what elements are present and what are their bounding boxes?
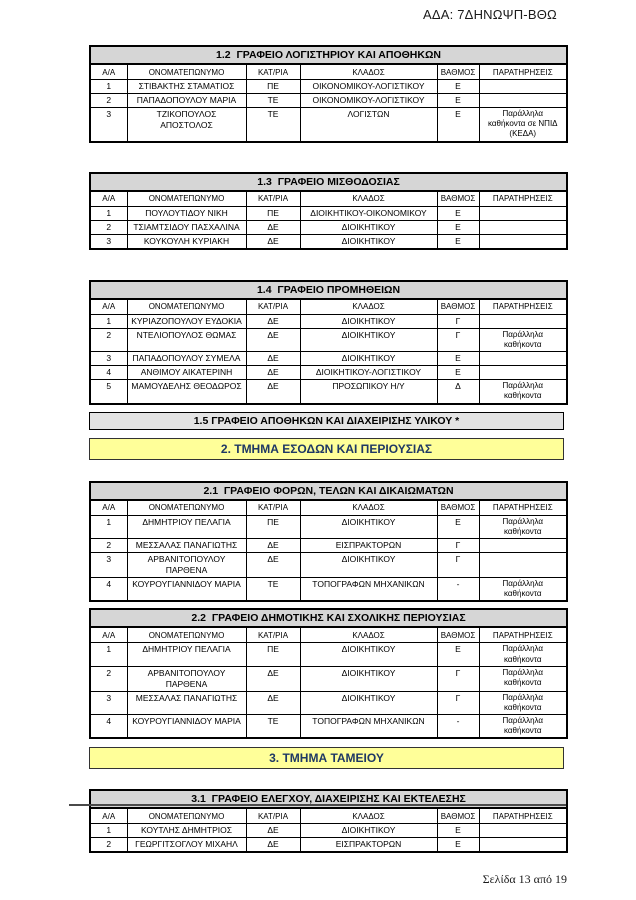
table-row: [90, 553, 567, 578]
column-header: ΟΝΟΜΑΤΕΠΩΝΥΜΟ: [127, 627, 246, 643]
table-cell: ΚΥΡΙΑΖΟΠΟΥΛΟΥ ΕΥΔΟΚΙΑ: [127, 314, 246, 328]
table-row: [90, 234, 567, 249]
column-header: ΒΑΘΜΟΣ: [437, 64, 479, 80]
column-header: ΠΑΡΑΤΗΡΗΣΕΙΣ: [479, 191, 567, 207]
table-cell: ΓΕΩΡΓΙΤΣΟΓΛΟΥ ΜΙΧΑΗΛ: [127, 838, 246, 853]
table-title: 3.1 ΓΡΑΦΕΙΟ ΕΛΕΓΧΟΥ, ΔΙΑΧΕΙΡΙΣΗΣ ΚΑΙ ΕΚΤΕΛΕΣΗΣ: [90, 790, 567, 808]
table-cell: ΚΟΥΚΟΥΛΗ ΚΥΡΙΑΚΗ: [127, 234, 246, 249]
table-row: [90, 314, 567, 328]
document-body: [89, 45, 566, 853]
table-cell: ΤΖΙΚΟΠΟΥΛΟΣ ΑΠΟΣΤΟΛΟΣ: [127, 108, 246, 142]
table-cell: ΔΙΟΙΚΗΤΙΚΟΥ: [300, 553, 437, 578]
remark-cell: [479, 824, 567, 838]
column-header: ΒΑΘΜΟΣ: [437, 191, 479, 207]
table-row: [90, 366, 567, 380]
table-cell: ΤΕ: [246, 715, 300, 739]
table-cell: ΚΟΥΡΟΥΓΙΑΝΝΙΔΟΥ ΜΑΡΙΑ: [127, 577, 246, 601]
table-row: [90, 643, 567, 666]
table-cell: -: [437, 715, 479, 739]
table-row: [90, 577, 567, 601]
table-row: [90, 352, 567, 366]
table-cell: ΤΟΠΟΓΡΑΦΩΝ ΜΗΧΑΝΙΚΩΝ: [300, 715, 437, 739]
table-row: [90, 108, 567, 142]
column-header: ΚΛΑΔΟΣ: [300, 808, 437, 824]
table-cell: 3: [90, 108, 127, 142]
table-cell: ΟΙΚΟΝΟΜΙΚΟΥ-ΛΟΓΙΣΤΙΚΟΥ: [300, 94, 437, 108]
table-cell: ΠΕ: [246, 80, 300, 94]
table-office-2-2: [89, 608, 566, 739]
remark-cell: [479, 206, 567, 220]
table-cell: ΠΕ: [246, 643, 300, 666]
remark-cell: Παράλληλα καθήκοντα: [479, 691, 567, 714]
remark-cell: Παράλληλα καθήκοντα: [479, 577, 567, 601]
table-cell: ΔΙΟΙΚΗΤΙΚΟΥ: [300, 824, 437, 838]
table-cell: ΤΕ: [246, 94, 300, 108]
table-cell: ΝΤΕΛΙΟΠΟΥΛΟΣ ΘΩΜΑΣ: [127, 328, 246, 351]
column-header: ΠΑΡΑΤΗΡΗΣΕΙΣ: [479, 500, 567, 516]
table-cell: ΠΕ: [246, 206, 300, 220]
table-row: [90, 206, 567, 220]
table-row: [90, 824, 567, 838]
remark-cell: Παράλληλα καθήκοντα: [479, 715, 567, 739]
table-row: [90, 380, 567, 404]
table-cell: Ε: [437, 108, 479, 142]
column-header: ΚΑΤ/ΡΙΑ: [246, 191, 300, 207]
table-cell: Ε: [437, 643, 479, 666]
column-header: ΒΑΘΜΟΣ: [437, 299, 479, 315]
column-header: Α/Α: [90, 64, 127, 80]
remark-cell: [479, 94, 567, 108]
table-cell: ΔΕ: [246, 666, 300, 691]
table-cell: ΔΙΟΙΚΗΤΙΚΟΥ: [300, 314, 437, 328]
column-header: ΟΝΟΜΑΤΕΠΩΝΥΜΟ: [127, 191, 246, 207]
column-header: ΠΑΡΑΤΗΡΗΣΕΙΣ: [479, 627, 567, 643]
table-cell: Ε: [437, 838, 479, 853]
column-header: ΠΑΡΑΤΗΡΗΣΕΙΣ: [479, 299, 567, 315]
table-cell: Ε: [437, 824, 479, 838]
table-row: [90, 94, 567, 108]
table-cell: ΔΙΟΙΚΗΤΙΚΟΥ: [300, 328, 437, 351]
column-header: Α/Α: [90, 808, 127, 824]
table-cell: ΤΕ: [246, 108, 300, 142]
table-cell: 2: [90, 328, 127, 351]
remark-cell: [479, 220, 567, 234]
column-header: ΚΛΑΔΟΣ: [300, 500, 437, 516]
table-cell: 2: [90, 838, 127, 853]
table-cell: ΠΑΠΑΔΟΠΟΥΛΟΥ ΜΑΡΙΑ: [127, 94, 246, 108]
table-cell: Ε: [437, 80, 479, 94]
table-cell: Γ: [437, 314, 479, 328]
column-header: ΚΛΑΔΟΣ: [300, 627, 437, 643]
table-cell: ΜΕΣΣΑΛΑΣ ΠΑΝΑΓΙΩΤΗΣ: [127, 539, 246, 553]
table-cell: ΔΕ: [246, 352, 300, 366]
table-row: [90, 515, 567, 538]
table-cell: ΔΙΟΙΚΗΤΙΚΟΥ: [300, 515, 437, 538]
table-cell: ΔΙΟΙΚΗΤΙΚΟΥ: [300, 234, 437, 249]
column-header: ΟΝΟΜΑΤΕΠΩΝΥΜΟ: [127, 64, 246, 80]
table-cell: 3: [90, 691, 127, 714]
column-header: ΒΑΘΜΟΣ: [437, 500, 479, 516]
remark-cell: Παράλληλα καθήκοντα: [479, 328, 567, 351]
column-header: ΠΑΡΑΤΗΡΗΣΕΙΣ: [479, 808, 567, 824]
personnel-table-3.1: [89, 789, 568, 853]
section-2-banner: 2. ΤΜΗΜΑ ΕΣΟΔΩΝ ΚΑΙ ΠΕΡΙΟΥΣΙΑΣ: [89, 438, 564, 460]
column-header: ΚΑΤ/ΡΙΑ: [246, 64, 300, 80]
table-office-3-1: [89, 789, 566, 853]
personnel-table-1.2: [89, 45, 568, 143]
table-cell: ΔΗΜΗΤΡΙΟΥ ΠΕΛΑΓΙΑ: [127, 643, 246, 666]
table-cell: ΔΙΟΙΚΗΤΙΚΟΥ: [300, 691, 437, 714]
table-cell: 2: [90, 94, 127, 108]
table-cell: ΔΙΟΙΚΗΤΙΚΟΥ: [300, 352, 437, 366]
table-title: 2.2 ΓΡΑΦΕΙΟ ΔΗΜΟΤΙΚΗΣ ΚΑΙ ΣΧΟΛΙΚΗΣ ΠΕΡΙΟΥΣΙΑΣ: [90, 609, 567, 627]
table-cell: 4: [90, 577, 127, 601]
table-cell: ΔΕ: [246, 691, 300, 714]
table-cell: ΕΙΣΠΡΑΚΤΟΡΩΝ: [300, 539, 437, 553]
table-row: [90, 838, 567, 853]
table-cell: Γ: [437, 553, 479, 578]
table-row: [90, 691, 567, 714]
table-cell: 1: [90, 643, 127, 666]
remark-cell: [479, 553, 567, 578]
table-cell: 1: [90, 80, 127, 94]
table-row: [90, 220, 567, 234]
column-header: Α/Α: [90, 191, 127, 207]
table-cell: ΠΡΟΣΩΠΙΚΟΥ Η/Υ: [300, 380, 437, 404]
table-cell: Ε: [437, 366, 479, 380]
column-header: Α/Α: [90, 500, 127, 516]
remark-cell: [479, 234, 567, 249]
table-cell: 1: [90, 314, 127, 328]
remark-cell: Παράλληλα καθήκοντα σε ΝΠΙΔ (ΚΕΔΑ): [479, 108, 567, 142]
table-row: [90, 80, 567, 94]
personnel-table-2.1: [89, 481, 568, 603]
table-row: [90, 539, 567, 553]
table-cell: Γ: [437, 539, 479, 553]
table-cell: ΚΟΥΤΛΗΣ ΔΗΜΗΤΡΙΟΣ: [127, 824, 246, 838]
remark-cell: Παράλληλα καθήκοντα: [479, 643, 567, 666]
table-cell: ΜΕΣΣΑΛΑΣ ΠΑΝΑΓΙΩΤΗΣ: [127, 691, 246, 714]
table-cell: ΔΕ: [246, 328, 300, 351]
table-office-2-1: [89, 481, 566, 603]
table-cell: ΔΕ: [246, 539, 300, 553]
column-header: ΚΑΤ/ΡΙΑ: [246, 500, 300, 516]
table-cell: ΔΕ: [246, 824, 300, 838]
table-cell: ΠΕ: [246, 515, 300, 538]
table-cell: ΔΙΟΙΚΗΤΙΚΟΥ: [300, 220, 437, 234]
column-header: ΒΑΘΜΟΣ: [437, 808, 479, 824]
table-cell: 3: [90, 234, 127, 249]
table-cell: ΑΡΒΑΝΙΤΟΠΟΥΛΟΥ ΠΑΡΘΕΝΑ: [127, 553, 246, 578]
column-header: ΚΛΑΔΟΣ: [300, 191, 437, 207]
remark-cell: [479, 838, 567, 853]
remark-cell: [479, 539, 567, 553]
table-cell: ΟΙΚΟΝΟΜΙΚΟΥ-ΛΟΓΙΣΤΙΚΟΥ: [300, 80, 437, 94]
remark-cell: [479, 80, 567, 94]
remark-cell: Παράλληλα καθήκοντα: [479, 666, 567, 691]
table-cell: ΤΟΠΟΓΡΑΦΩΝ ΜΗΧΑΝΙΚΩΝ: [300, 577, 437, 601]
table-row: [90, 666, 567, 691]
table-cell: ΕΙΣΠΡΑΚΤΟΡΩΝ: [300, 838, 437, 853]
column-header: ΟΝΟΜΑΤΕΠΩΝΥΜΟ: [127, 299, 246, 315]
table-title: 1.3 ΓΡΑΦΕΙΟ ΜΙΣΘΟΔΟΣΙΑΣ: [90, 173, 567, 191]
column-header: ΚΑΤ/ΡΙΑ: [246, 299, 300, 315]
table-cell: 4: [90, 366, 127, 380]
table-cell: ΔΙΟΙΚΗΤΙΚΟΥ: [300, 666, 437, 691]
table-cell: ΠΑΠΑΔΟΠΟΥΛΟΥ ΣΥΜΕΛΑ: [127, 352, 246, 366]
ada-code: ΑΔΑ: 7ΔΗΝΩΨΠ-ΒΘΩ: [423, 7, 557, 22]
column-header: ΚΑΤ/ΡΙΑ: [246, 627, 300, 643]
column-header: ΚΑΤ/ΡΙΑ: [246, 808, 300, 824]
table-cell: ΤΣΙΑΜΤΣΙΔΟΥ ΠΑΣΧΑΛΙΝΑ: [127, 220, 246, 234]
table-cell: 2: [90, 666, 127, 691]
table-cell: 1: [90, 824, 127, 838]
column-header: ΚΛΑΔΟΣ: [300, 299, 437, 315]
table-office-1-2: [89, 45, 566, 143]
table-cell: ΜΑΜΟΥΔΕΛΗΣ ΘΕΟΔΩΡΟΣ: [127, 380, 246, 404]
remark-cell: [479, 314, 567, 328]
column-header: Α/Α: [90, 299, 127, 315]
remark-cell: [479, 366, 567, 380]
table-title: 1.4 ΓΡΑΦΕΙΟ ΠΡΟΜΗΘΕΙΩΝ: [90, 281, 567, 299]
table-cell: ΑΡΒΑΝΙΤΟΠΟΥΛΟΥ ΠΑΡΘΕΝΑ: [127, 666, 246, 691]
table-cell: 1: [90, 515, 127, 538]
remark-cell: Παράλληλα καθήκοντα: [479, 515, 567, 538]
office-1-5-banner: 1.5 ΓΡΑΦΕΙΟ ΑΠΟΘΗΚΩΝ ΚΑΙ ΔΙΑΧΕΙΡΙΣΗΣ ΥΛΙΚΟΥ *: [89, 412, 564, 430]
table-cell: ΔΕ: [246, 380, 300, 404]
table-cell: 1: [90, 206, 127, 220]
table-office-1-3: [89, 172, 566, 250]
page-number: Σελίδα 13 από 19: [482, 872, 567, 886]
table-title: 1.2 ΓΡΑΦΕΙΟ ΛΟΓΙΣΤΗΡΙΟΥ ΚΑΙ ΑΠΟΘΗΚΩΝ: [90, 46, 567, 64]
table-cell: ΔΙΟΙΚΗΤΙΚΟΥ: [300, 643, 437, 666]
table-cell: 5: [90, 380, 127, 404]
personnel-table-2.2: [89, 608, 568, 739]
table-cell: ΔΕ: [246, 314, 300, 328]
table-cell: ΣΤΙΒΑΚΤΗΣ ΣΤΑΜΑΤΙΟΣ: [127, 80, 246, 94]
table-cell: Ε: [437, 234, 479, 249]
table-cell: Γ: [437, 666, 479, 691]
table-cell: ΚΟΥΡΟΥΓΙΑΝΝΙΔΟΥ ΜΑΡΙΑ: [127, 715, 246, 739]
table-cell: ΠΟΥΛΟΥΤΙΔΟΥ ΝΙΚΗ: [127, 206, 246, 220]
column-header: ΠΑΡΑΤΗΡΗΣΕΙΣ: [479, 64, 567, 80]
column-header: Α/Α: [90, 627, 127, 643]
table-cell: 3: [90, 553, 127, 578]
table-cell: ΔΙΟΙΚΗΤΙΚΟΥ-ΟΙΚΟΝΟΜΙΚΟΥ: [300, 206, 437, 220]
table-cell: Δ: [437, 380, 479, 404]
remark-cell: [479, 352, 567, 366]
column-header: ΒΑΘΜΟΣ: [437, 627, 479, 643]
table-cell: 3: [90, 352, 127, 366]
table-title: 2.1 ΓΡΑΦΕΙΟ ΦΟΡΩΝ, ΤΕΛΩΝ ΚΑΙ ΔΙΚΑΙΩΜΑΤΩΝ: [90, 482, 567, 500]
table-cell: ΔΕ: [246, 234, 300, 249]
column-header: ΟΝΟΜΑΤΕΠΩΝΥΜΟ: [127, 500, 246, 516]
table-cell: ΔΕ: [246, 838, 300, 853]
table-cell: ΔΗΜΗΤΡΙΟΥ ΠΕΛΑΓΙΑ: [127, 515, 246, 538]
table-cell: 4: [90, 715, 127, 739]
table-row: [90, 715, 567, 739]
footer-divider-line: [69, 804, 566, 806]
table-cell: ΔΕ: [246, 553, 300, 578]
section-3-banner: 3. ΤΜΗΜΑ ΤΑΜΕΙΟΥ: [89, 747, 564, 769]
table-cell: Ε: [437, 94, 479, 108]
table-cell: ΤΕ: [246, 577, 300, 601]
table-cell: 2: [90, 220, 127, 234]
table-cell: ΑΝΘΙΜΟΥ ΑΙΚΑΤΕΡΙΝΗ: [127, 366, 246, 380]
table-cell: 2: [90, 539, 127, 553]
column-header: ΚΛΑΔΟΣ: [300, 64, 437, 80]
table-cell: ΔΕ: [246, 220, 300, 234]
table-cell: ΛΟΓΙΣΤΩΝ: [300, 108, 437, 142]
table-cell: ΔΕ: [246, 366, 300, 380]
table-cell: Ε: [437, 515, 479, 538]
table-cell: Ε: [437, 352, 479, 366]
table-cell: Ε: [437, 220, 479, 234]
table-cell: -: [437, 577, 479, 601]
table-cell: Γ: [437, 691, 479, 714]
table-cell: Ε: [437, 206, 479, 220]
column-header: ΟΝΟΜΑΤΕΠΩΝΥΜΟ: [127, 808, 246, 824]
table-office-1-4: [89, 280, 566, 405]
personnel-table-1.4: [89, 280, 568, 405]
table-row: [90, 328, 567, 351]
remark-cell: Παράλληλα καθήκοντα: [479, 380, 567, 404]
personnel-table-1.3: [89, 172, 568, 250]
table-cell: Γ: [437, 328, 479, 351]
table-cell: ΔΙΟΙΚΗΤΙΚΟΥ-ΛΟΓΙΣΤΙΚΟΥ: [300, 366, 437, 380]
